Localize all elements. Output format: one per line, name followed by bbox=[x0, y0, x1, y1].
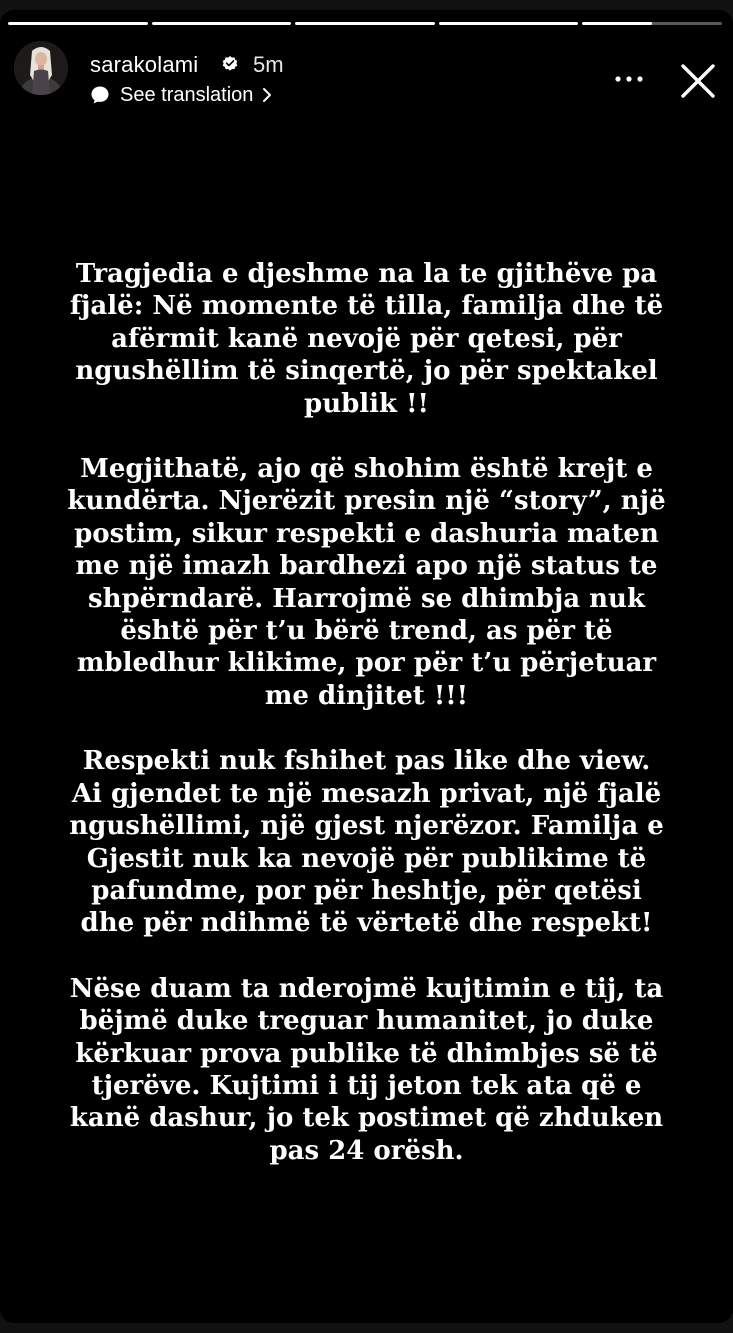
story-line: pafundme, por për heshtje, për qetësi bbox=[91, 875, 642, 906]
story-line: shpërndarë. Harrojmë se dhimbja nuk bbox=[88, 583, 645, 614]
story-line: ngushëllim të sinqertë, jo për spektakel bbox=[75, 356, 658, 387]
story-line: kanë dashur, jo tek postimet që zhduken bbox=[69, 1103, 664, 1134]
story-line: mbledhur klikime, por për t’u përjetuar bbox=[76, 648, 657, 679]
story-line: me dinjitet !!! bbox=[264, 680, 469, 711]
story-line: Ai gjendet te një mesazh privat, një fjalë bbox=[71, 778, 662, 809]
story-progress-bar bbox=[8, 22, 722, 26]
see-translation-button[interactable] bbox=[90, 82, 273, 108]
verified-badge-icon bbox=[221, 54, 239, 72]
progress-segment bbox=[8, 22, 148, 25]
story-line: kundërta. Njerëzit presin një “story”, një bbox=[67, 486, 666, 517]
progress-fill bbox=[439, 22, 579, 25]
story-line: Tragjedia e djeshme na la te gjithëve pa bbox=[75, 259, 658, 289]
story-header bbox=[14, 40, 720, 106]
story-paragraph bbox=[40, 973, 693, 1167]
story-line: afërmit kanë nevojë për qetesi, për bbox=[111, 323, 622, 354]
story-line: është për t’u bërë trend, as për të bbox=[120, 616, 613, 647]
see-translation-label: See translation bbox=[120, 83, 254, 106]
story-line: Megjithatë, ajo që shohim është krejt e bbox=[80, 454, 653, 485]
progress-fill bbox=[152, 22, 292, 25]
story-line: bëjmë duke treguar humanitet, jo duke bbox=[79, 1006, 654, 1037]
progress-fill bbox=[582, 22, 652, 25]
story-line: postim, sikur respekti e dashuria maten bbox=[74, 518, 659, 549]
story-line: fjalë: Në momente të tilla, familja dhe të bbox=[69, 291, 664, 322]
close-icon[interactable] bbox=[679, 62, 717, 100]
story-paragraph bbox=[40, 453, 693, 712]
progress-segment bbox=[439, 22, 579, 25]
post-time: 5m bbox=[253, 52, 284, 77]
progress-fill bbox=[8, 22, 148, 25]
progress-segment bbox=[582, 22, 722, 25]
story-line: Gjestit nuk ka nevojë për publikime të bbox=[86, 843, 647, 874]
story-line: dhe për ndihmë të vërtetë dhe respekt! bbox=[80, 908, 653, 939]
progress-segment bbox=[295, 22, 435, 25]
story-paragraph bbox=[40, 258, 693, 420]
story-line: Respekti nuk fshihet pas like dhe view. bbox=[82, 746, 651, 777]
chevron-right-icon bbox=[261, 87, 273, 103]
story-line: ngushëllimi, një gjest njerëzor. Familja e bbox=[69, 811, 664, 842]
avatar[interactable] bbox=[14, 41, 68, 95]
story-paragraph bbox=[40, 745, 693, 939]
story-line: me një imazh bardhezi apo një status te bbox=[75, 551, 658, 582]
story-line: tjerëve. Kujtimi i tij jeton tek ata që e bbox=[91, 1070, 642, 1101]
username[interactable]: sarakolami bbox=[90, 52, 199, 77]
more-options-icon[interactable] bbox=[612, 66, 646, 92]
avatar-image bbox=[14, 41, 68, 95]
progress-fill bbox=[295, 22, 435, 25]
story-line: pas 24 orësh. bbox=[269, 1135, 464, 1166]
progress-segment bbox=[152, 22, 292, 25]
story-text bbox=[40, 258, 693, 1200]
story-line: Nëse duam ta nderojmë kujtimin e tij, ta bbox=[69, 973, 664, 1004]
speech-bubble-icon bbox=[90, 85, 110, 105]
story-line: publik !! bbox=[304, 388, 429, 419]
story-line: kërkuar prova publike të dhimbjes së të bbox=[75, 1038, 658, 1069]
story-viewer[interactable] bbox=[0, 10, 733, 1323]
